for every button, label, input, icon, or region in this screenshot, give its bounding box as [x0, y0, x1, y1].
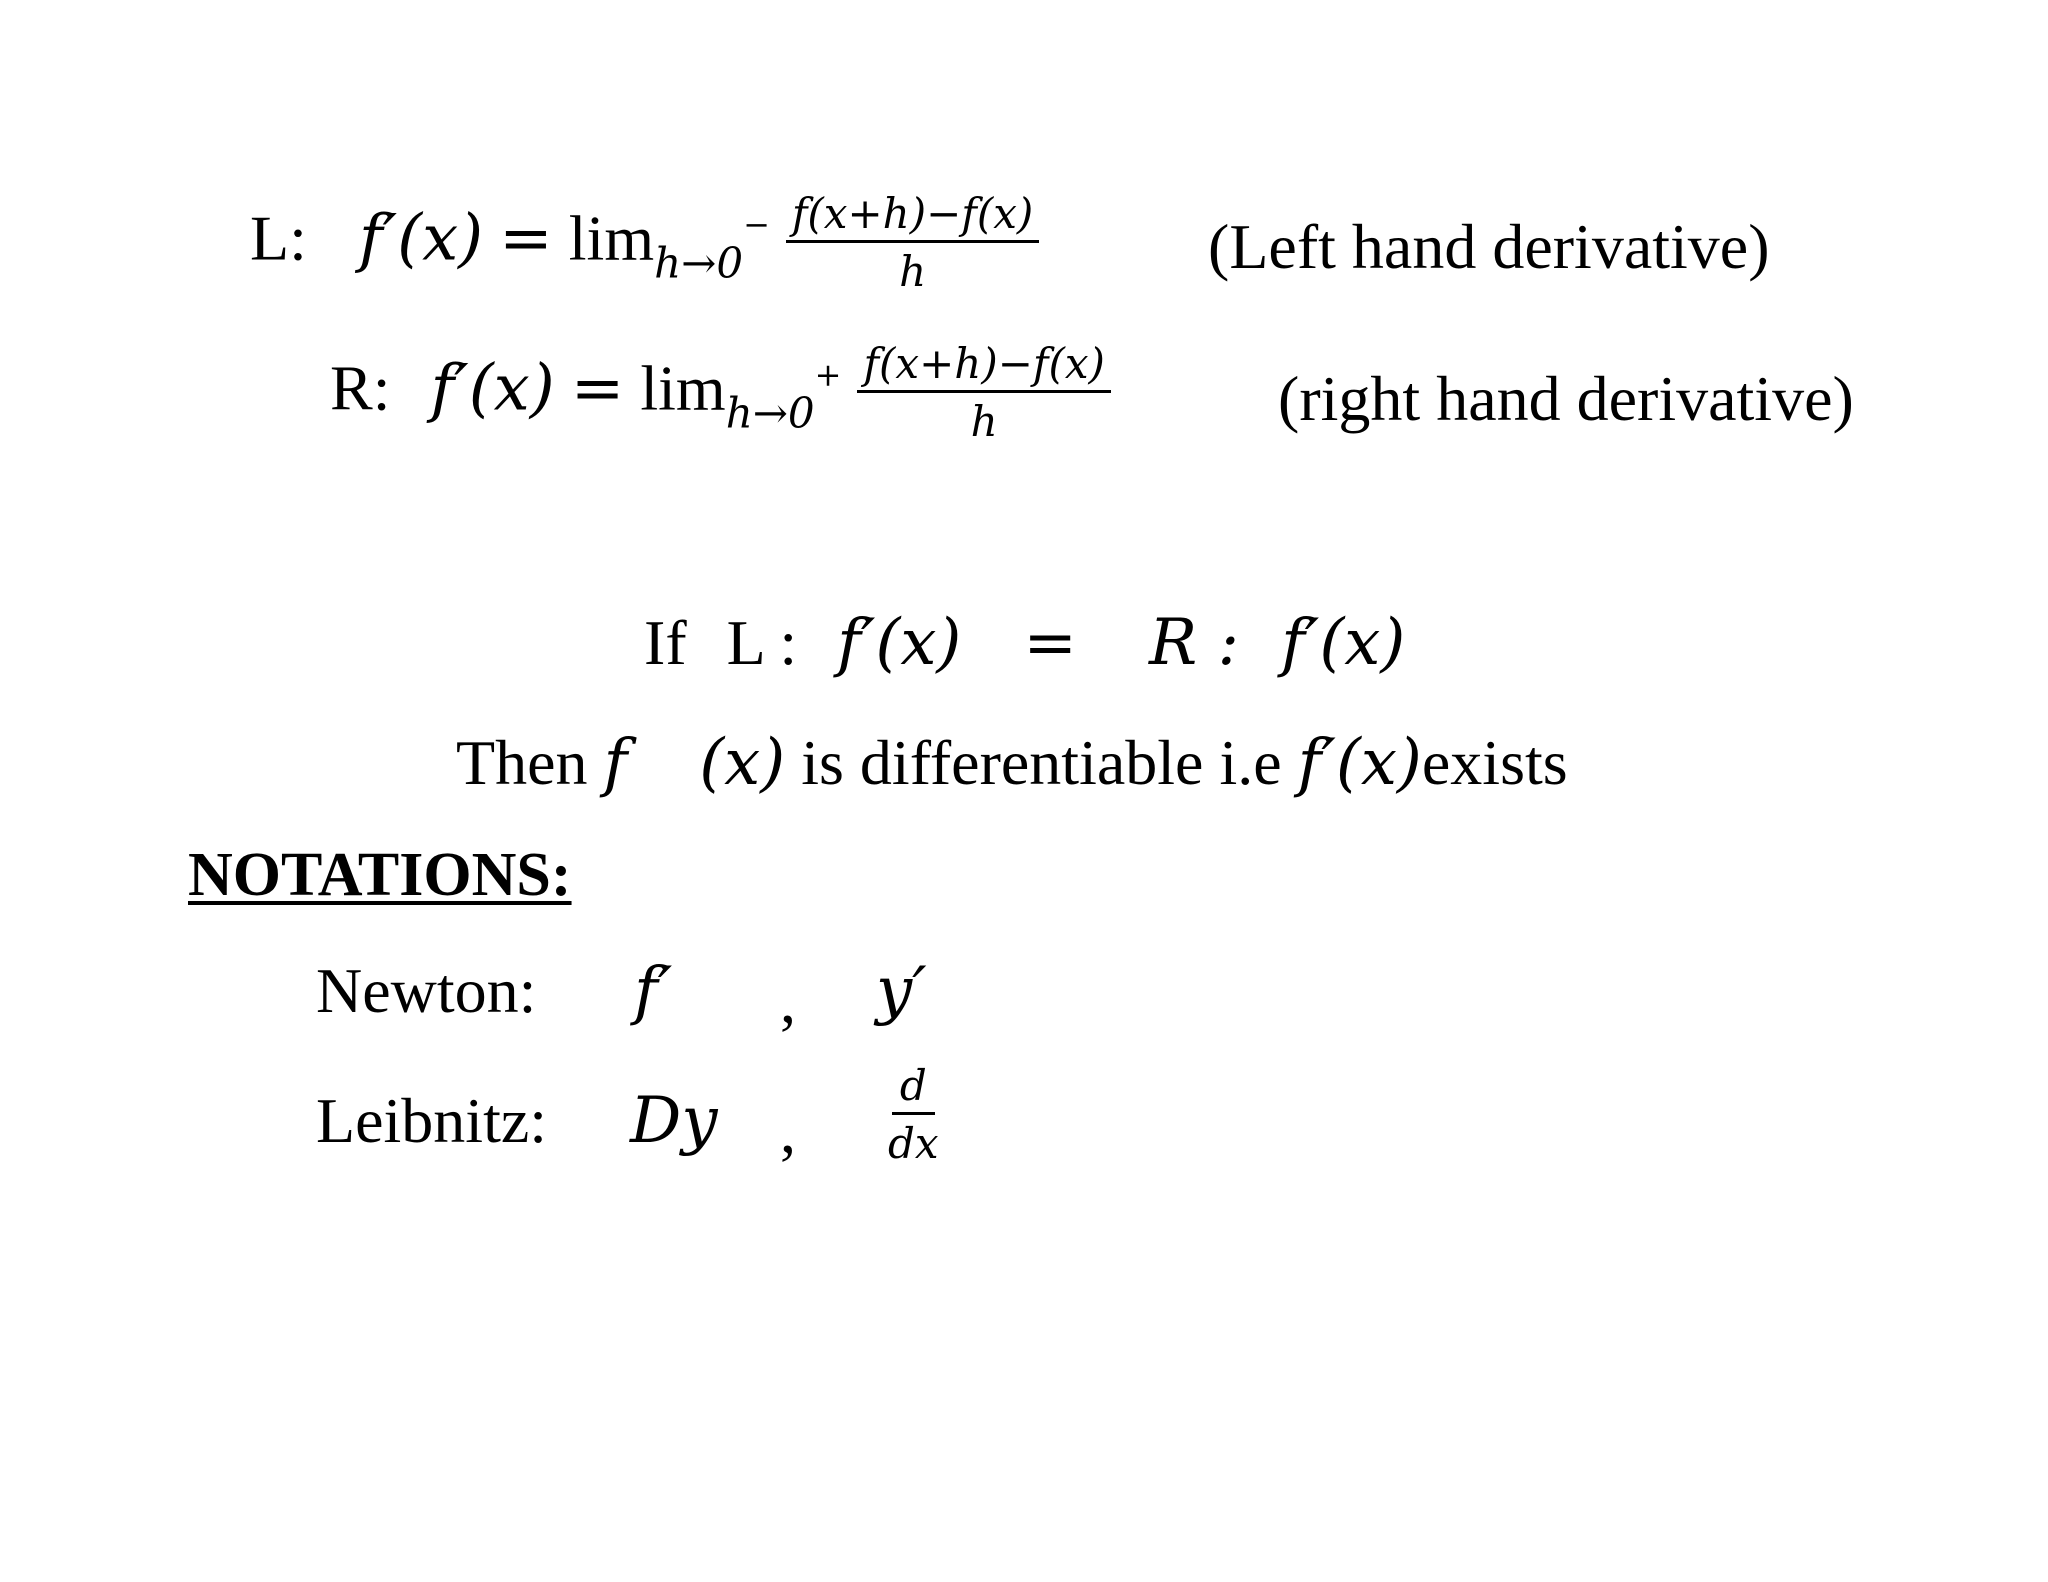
then-word: Then — [456, 727, 588, 798]
left-limit-sub: h→0 — [654, 238, 744, 288]
condition-equals: = — [1023, 606, 1077, 680]
right-derivative-row — [330, 340, 1111, 450]
conclusion-middle: is differentiable i.e — [801, 727, 1282, 798]
newton-second: y′ — [876, 954, 927, 1028]
left-numerator: f(x+h)−f(x) — [786, 190, 1039, 243]
condition-row — [644, 606, 1405, 680]
newton-first: f′ — [634, 954, 673, 1028]
right-note: (right hand derivative) — [1278, 363, 1854, 434]
leibnitz-label: Leibnitz: — [316, 1085, 548, 1156]
left-equals: = — [499, 201, 553, 276]
newton-label: Newton: — [316, 955, 537, 1026]
left-denominator: h — [899, 247, 927, 297]
condition-left-label: L : — [726, 607, 798, 678]
conclusion-arg: (x) — [699, 726, 786, 800]
right-limit-sub: h→0 — [725, 388, 815, 438]
leibnitz-frac-num: d — [892, 1062, 935, 1115]
conclusion-func: f — [603, 726, 628, 800]
leibnitz-first: Dy — [630, 1084, 718, 1158]
left-lim: lim — [568, 202, 655, 274]
conclusion-deriv: f′(x) — [1297, 726, 1422, 800]
condition-right-label: R : — [1149, 606, 1240, 680]
left-lhs: f′(x) — [358, 201, 484, 276]
right-lim: lim — [640, 352, 726, 424]
right-numerator: f(x+h)−f(x) — [857, 340, 1110, 393]
conclusion-row — [456, 726, 1568, 800]
right-lhs: f′(x) — [430, 351, 555, 426]
leibnitz-comma: , — [780, 1095, 796, 1166]
right-limit-sup: + — [814, 355, 842, 394]
right-fraction — [857, 340, 1110, 450]
condition-left-expr: f′(x) — [837, 606, 962, 680]
leibnitz-frac-den: dx — [888, 1119, 939, 1169]
left-limit-sup: − — [743, 205, 770, 244]
condition-right-expr: f′(x) — [1281, 606, 1406, 680]
conclusion-end: exists — [1421, 727, 1568, 798]
leibnitz-fraction — [888, 1062, 939, 1172]
left-derivative-row — [250, 190, 1039, 300]
if-word: If — [644, 607, 687, 678]
right-equals: = — [570, 351, 625, 426]
newton-comma: , — [780, 965, 796, 1036]
left-note: (Left hand derivative) — [1208, 211, 1770, 282]
left-fraction — [786, 190, 1039, 300]
right-denominator: h — [970, 397, 998, 447]
left-label: L: — [250, 202, 307, 274]
notations-heading: NOTATIONS: — [188, 841, 572, 909]
right-label: R: — [330, 352, 391, 424]
